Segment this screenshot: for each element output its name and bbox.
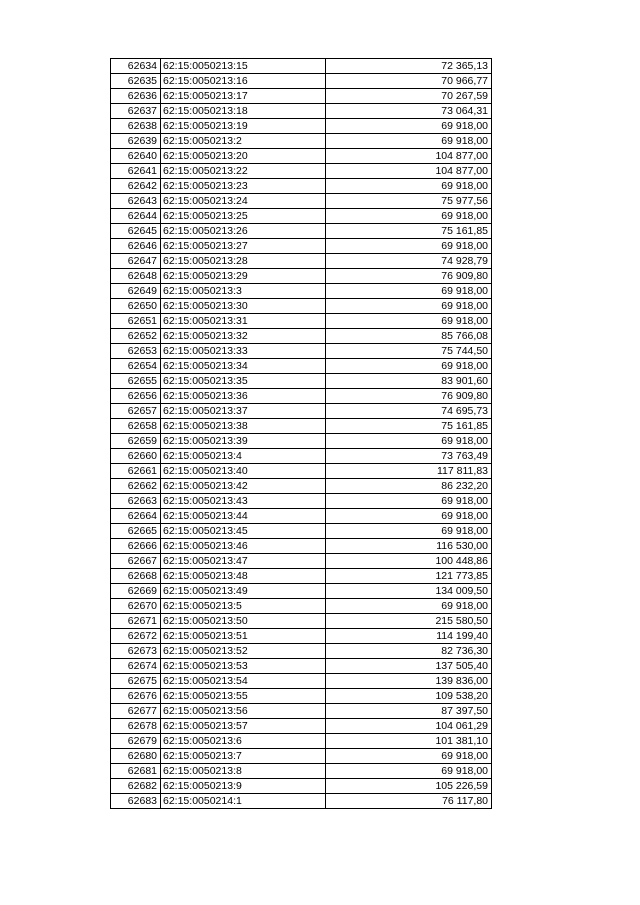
value-cell: 74 695,73	[326, 404, 492, 419]
table-row	[111, 329, 492, 344]
value-cell: 72 365,13	[326, 59, 492, 74]
value-cell: 69 918,00	[326, 119, 492, 134]
cadastral-number-cell: 62:15:0050213:27	[161, 239, 326, 254]
cadastral-number-cell: 62:15:0050213:55	[161, 689, 326, 704]
value-cell: 69 918,00	[326, 359, 492, 374]
value-cell: 73 763,49	[326, 449, 492, 464]
cadastral-number-cell: 62:15:0050213:40	[161, 464, 326, 479]
value-cell: 69 918,00	[326, 524, 492, 539]
value-cell: 87 397,50	[326, 704, 492, 719]
table-row	[111, 764, 492, 779]
table-row	[111, 614, 492, 629]
row-number-cell: 62638	[111, 119, 161, 134]
table-row	[111, 599, 492, 614]
table-row	[111, 344, 492, 359]
value-cell: 109 538,20	[326, 689, 492, 704]
row-number-cell: 62661	[111, 464, 161, 479]
cadastral-number-cell: 62:15:0050213:53	[161, 659, 326, 674]
cadastral-number-cell: 62:15:0050213:30	[161, 299, 326, 314]
value-cell: 69 918,00	[326, 434, 492, 449]
value-cell: 69 918,00	[326, 239, 492, 254]
value-cell: 85 766,08	[326, 329, 492, 344]
table-row	[111, 179, 492, 194]
table-row	[111, 479, 492, 494]
row-number-cell: 62639	[111, 134, 161, 149]
row-number-cell: 62653	[111, 344, 161, 359]
cadastral-number-cell: 62:15:0050213:6	[161, 734, 326, 749]
value-cell: 139 836,00	[326, 674, 492, 689]
value-cell: 104 061,29	[326, 719, 492, 734]
cadastral-number-cell: 62:15:0050213:47	[161, 554, 326, 569]
table-row	[111, 539, 492, 554]
cadastral-number-cell: 62:15:0050213:15	[161, 59, 326, 74]
row-number-cell: 62675	[111, 674, 161, 689]
value-cell: 82 736,30	[326, 644, 492, 659]
value-cell: 69 918,00	[326, 179, 492, 194]
cadastral-number-cell: 62:15:0050213:33	[161, 344, 326, 359]
value-cell: 215 580,50	[326, 614, 492, 629]
row-number-cell: 62668	[111, 569, 161, 584]
value-cell: 69 918,00	[326, 494, 492, 509]
value-cell: 134 009,50	[326, 584, 492, 599]
cadastral-number-cell: 62:15:0050213:42	[161, 479, 326, 494]
cadastral-number-cell: 62:15:0050213:32	[161, 329, 326, 344]
table-row	[111, 434, 492, 449]
table-row	[111, 494, 492, 509]
value-cell: 86 232,20	[326, 479, 492, 494]
value-cell: 69 918,00	[326, 134, 492, 149]
data-table	[110, 58, 492, 809]
row-number-cell: 62657	[111, 404, 161, 419]
row-number-cell: 62671	[111, 614, 161, 629]
row-number-cell: 62640	[111, 149, 161, 164]
value-cell: 75 977,56	[326, 194, 492, 209]
cadastral-number-cell: 62:15:0050213:9	[161, 779, 326, 794]
cadastral-number-cell: 62:15:0050213:7	[161, 749, 326, 764]
row-number-cell: 62663	[111, 494, 161, 509]
value-cell: 69 918,00	[326, 209, 492, 224]
row-number-cell: 62662	[111, 479, 161, 494]
cadastral-number-cell: 62:15:0050213:56	[161, 704, 326, 719]
table-row	[111, 374, 492, 389]
cadastral-number-cell: 62:15:0050213:4	[161, 449, 326, 464]
cadastral-number-cell: 62:15:0050213:5	[161, 599, 326, 614]
cadastral-number-cell: 62:15:0050213:35	[161, 374, 326, 389]
cadastral-value-table	[110, 58, 492, 809]
table-row	[111, 239, 492, 254]
cadastral-number-cell: 62:15:0050213:28	[161, 254, 326, 269]
cadastral-number-cell: 62:15:0050213:48	[161, 569, 326, 584]
row-number-cell: 62680	[111, 749, 161, 764]
row-number-cell: 62665	[111, 524, 161, 539]
value-cell: 69 918,00	[326, 599, 492, 614]
cadastral-number-cell: 62:15:0050213:17	[161, 89, 326, 104]
cadastral-number-cell: 62:15:0050213:39	[161, 434, 326, 449]
table-row	[111, 59, 492, 74]
table-row	[111, 719, 492, 734]
row-number-cell: 62670	[111, 599, 161, 614]
cadastral-number-cell: 62:15:0050213:26	[161, 224, 326, 239]
cadastral-number-cell: 62:15:0050213:50	[161, 614, 326, 629]
row-number-cell: 62646	[111, 239, 161, 254]
table-row	[111, 449, 492, 464]
cadastral-number-cell: 62:15:0050214:1	[161, 794, 326, 809]
value-cell: 104 877,00	[326, 149, 492, 164]
table-row	[111, 209, 492, 224]
table-row	[111, 569, 492, 584]
value-cell: 76 909,80	[326, 389, 492, 404]
table-row	[111, 524, 492, 539]
table-row	[111, 554, 492, 569]
row-number-cell: 62666	[111, 539, 161, 554]
table-row	[111, 224, 492, 239]
row-number-cell: 62645	[111, 224, 161, 239]
cadastral-number-cell: 62:15:0050213:20	[161, 149, 326, 164]
table-row	[111, 254, 492, 269]
table-row	[111, 794, 492, 809]
row-number-cell: 62655	[111, 374, 161, 389]
cadastral-number-cell: 62:15:0050213:38	[161, 419, 326, 434]
value-cell: 70 267,59	[326, 89, 492, 104]
cadastral-number-cell: 62:15:0050213:54	[161, 674, 326, 689]
cadastral-number-cell: 62:15:0050213:44	[161, 509, 326, 524]
row-number-cell: 62649	[111, 284, 161, 299]
table-row	[111, 194, 492, 209]
table-row	[111, 779, 492, 794]
cadastral-number-cell: 62:15:0050213:2	[161, 134, 326, 149]
table-row	[111, 284, 492, 299]
row-number-cell: 62659	[111, 434, 161, 449]
value-cell: 83 901,60	[326, 374, 492, 389]
cadastral-number-cell: 62:15:0050213:43	[161, 494, 326, 509]
table-row	[111, 419, 492, 434]
table-row	[111, 644, 492, 659]
row-number-cell: 62676	[111, 689, 161, 704]
value-cell: 76 909,80	[326, 269, 492, 284]
cadastral-number-cell: 62:15:0050213:8	[161, 764, 326, 779]
cadastral-number-cell: 62:15:0050213:37	[161, 404, 326, 419]
cadastral-number-cell: 62:15:0050213:34	[161, 359, 326, 374]
row-number-cell: 62642	[111, 179, 161, 194]
row-number-cell: 62647	[111, 254, 161, 269]
cadastral-number-cell: 62:15:0050213:18	[161, 104, 326, 119]
table-row	[111, 269, 492, 284]
row-number-cell: 62643	[111, 194, 161, 209]
row-number-cell: 62677	[111, 704, 161, 719]
table-row	[111, 314, 492, 329]
table-row	[111, 689, 492, 704]
table-row	[111, 734, 492, 749]
cadastral-number-cell: 62:15:0050213:16	[161, 74, 326, 89]
table-row	[111, 74, 492, 89]
cadastral-number-cell: 62:15:0050213:24	[161, 194, 326, 209]
value-cell: 74 928,79	[326, 254, 492, 269]
value-cell: 114 199,40	[326, 629, 492, 644]
value-cell: 69 918,00	[326, 299, 492, 314]
value-cell: 76 117,80	[326, 794, 492, 809]
cadastral-number-cell: 62:15:0050213:29	[161, 269, 326, 284]
row-number-cell: 62674	[111, 659, 161, 674]
row-number-cell: 62678	[111, 719, 161, 734]
row-number-cell: 62679	[111, 734, 161, 749]
value-cell: 116 530,00	[326, 539, 492, 554]
row-number-cell: 62634	[111, 59, 161, 74]
row-number-cell: 62654	[111, 359, 161, 374]
table-row	[111, 404, 492, 419]
value-cell: 75 744,50	[326, 344, 492, 359]
table-row	[111, 299, 492, 314]
cadastral-number-cell: 62:15:0050213:25	[161, 209, 326, 224]
row-number-cell: 62673	[111, 644, 161, 659]
row-number-cell: 62635	[111, 74, 161, 89]
value-cell: 69 918,00	[326, 509, 492, 524]
value-cell: 69 918,00	[326, 749, 492, 764]
table-row	[111, 509, 492, 524]
value-cell: 117 811,83	[326, 464, 492, 479]
row-number-cell: 62650	[111, 299, 161, 314]
value-cell: 105 226,59	[326, 779, 492, 794]
table-row	[111, 164, 492, 179]
table-row	[111, 89, 492, 104]
table-row	[111, 149, 492, 164]
cadastral-number-cell: 62:15:0050213:23	[161, 179, 326, 194]
table-row	[111, 749, 492, 764]
table-row	[111, 389, 492, 404]
table-row	[111, 704, 492, 719]
cadastral-number-cell: 62:15:0050213:49	[161, 584, 326, 599]
row-number-cell: 62648	[111, 269, 161, 284]
row-number-cell: 62667	[111, 554, 161, 569]
cadastral-number-cell: 62:15:0050213:31	[161, 314, 326, 329]
cadastral-number-cell: 62:15:0050213:45	[161, 524, 326, 539]
value-cell: 69 918,00	[326, 764, 492, 779]
cadastral-number-cell: 62:15:0050213:46	[161, 539, 326, 554]
cadastral-number-cell: 62:15:0050213:52	[161, 644, 326, 659]
table-row	[111, 134, 492, 149]
cadastral-number-cell: 62:15:0050213:57	[161, 719, 326, 734]
table-row	[111, 584, 492, 599]
cadastral-number-cell: 62:15:0050213:22	[161, 164, 326, 179]
value-cell: 101 381,10	[326, 734, 492, 749]
row-number-cell: 62644	[111, 209, 161, 224]
cadastral-number-cell: 62:15:0050213:3	[161, 284, 326, 299]
row-number-cell: 62683	[111, 794, 161, 809]
value-cell: 69 918,00	[326, 284, 492, 299]
cadastral-number-cell: 62:15:0050213:19	[161, 119, 326, 134]
value-cell: 69 918,00	[326, 314, 492, 329]
table-row	[111, 659, 492, 674]
value-cell: 100 448,86	[326, 554, 492, 569]
table-row	[111, 104, 492, 119]
value-cell: 104 877,00	[326, 164, 492, 179]
row-number-cell: 62658	[111, 419, 161, 434]
value-cell: 75 161,85	[326, 419, 492, 434]
table-row	[111, 359, 492, 374]
row-number-cell: 62637	[111, 104, 161, 119]
value-cell: 70 966,77	[326, 74, 492, 89]
cadastral-number-cell: 62:15:0050213:51	[161, 629, 326, 644]
value-cell: 121 773,85	[326, 569, 492, 584]
row-number-cell: 62656	[111, 389, 161, 404]
row-number-cell: 62652	[111, 329, 161, 344]
row-number-cell: 62664	[111, 509, 161, 524]
table-row	[111, 464, 492, 479]
row-number-cell: 62641	[111, 164, 161, 179]
row-number-cell: 62669	[111, 584, 161, 599]
row-number-cell: 62682	[111, 779, 161, 794]
row-number-cell: 62681	[111, 764, 161, 779]
table-row	[111, 119, 492, 134]
value-cell: 137 505,40	[326, 659, 492, 674]
table-body	[111, 59, 492, 809]
row-number-cell: 62651	[111, 314, 161, 329]
table-row	[111, 674, 492, 689]
value-cell: 73 064,31	[326, 104, 492, 119]
value-cell: 75 161,85	[326, 224, 492, 239]
table-row	[111, 629, 492, 644]
row-number-cell: 62672	[111, 629, 161, 644]
row-number-cell: 62636	[111, 89, 161, 104]
cadastral-number-cell: 62:15:0050213:36	[161, 389, 326, 404]
row-number-cell: 62660	[111, 449, 161, 464]
